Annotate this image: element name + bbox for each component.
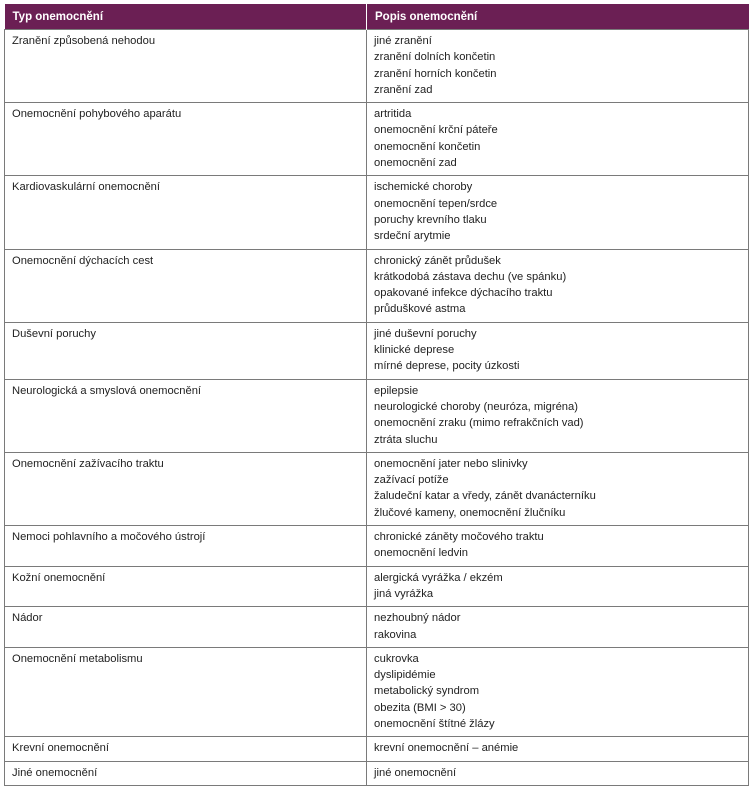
description-item: alergická vyrážka / ekzém [374, 571, 503, 584]
description-item: chronický zánět průdušek [374, 254, 501, 267]
description-item: žlučové kameny, onemocnění žlučníku [374, 506, 566, 519]
disease-description-cell [367, 737, 749, 761]
disease-description-cell [367, 30, 749, 103]
disease-description-cell [367, 452, 749, 525]
disease-type-cell: Nádor [5, 607, 367, 648]
description-item: ztráta sluchu [374, 433, 438, 446]
disease-type-cell: Nemoci pohlavního a močového ústrojí [5, 526, 367, 567]
disease-description-cell [367, 647, 749, 736]
table-row [5, 176, 749, 249]
table-row [5, 452, 749, 525]
description-item: obezita (BMI > 30) [374, 701, 466, 714]
disease-description-cell [367, 607, 749, 648]
table-row [5, 526, 749, 567]
description-item: poruchy krevního tlaku [374, 213, 487, 226]
header-disease-type: Typ onemocnění [5, 4, 367, 30]
disease-table-container [4, 4, 748, 786]
description-item: zažívací potíže [374, 474, 449, 487]
description-item: onemocnění končetin [374, 140, 481, 153]
disease-type-cell: Duševní poruchy [5, 322, 367, 379]
table-row [5, 322, 749, 379]
disease-description-cell [367, 761, 749, 785]
description-item: jiná vyrážka [374, 587, 434, 600]
disease-table [4, 4, 749, 786]
description-item: onemocnění zad [374, 157, 457, 170]
description-item: srdeční arytmie [374, 230, 451, 243]
description-item: onemocnění štítné žlázy [374, 717, 495, 730]
description-item: rakovina [374, 628, 417, 641]
description-item: nezhoubný nádor [374, 612, 461, 625]
table-row [5, 647, 749, 736]
table-row [5, 761, 749, 785]
disease-type-cell: Kardiovaskulární onemocnění [5, 176, 367, 249]
description-item: onemocnění zraku (mimo refrakčních vad) [374, 417, 584, 430]
description-item: jiné zranění [374, 35, 432, 47]
table-header-row [5, 4, 749, 30]
header-disease-description: Popis onemocnění [367, 4, 749, 30]
table-row [5, 737, 749, 761]
description-item: mírné deprese, pocity úzkosti [374, 360, 520, 373]
description-item: krevní onemocnění – anémie [374, 742, 519, 755]
disease-type-cell: Onemocnění dýchacích cest [5, 249, 367, 322]
disease-description-cell [367, 103, 749, 176]
disease-description-cell [367, 566, 749, 607]
disease-type-cell: Neurologická a smyslová onemocnění [5, 379, 367, 452]
description-item: jiné duševní poruchy [374, 327, 477, 340]
description-item: neurologické choroby (neuróza, migréna) [374, 400, 578, 413]
disease-type-cell: Krevní onemocnění [5, 737, 367, 761]
description-item: zranění zad [374, 83, 433, 96]
disease-description-cell [367, 379, 749, 452]
description-item: zranění horních končetin [374, 67, 497, 80]
description-item: onemocnění tepen/srdce [374, 197, 498, 210]
table-row [5, 30, 749, 103]
disease-description-cell [367, 322, 749, 379]
disease-description-cell [367, 176, 749, 249]
description-item: ischemické choroby [374, 181, 473, 194]
disease-description-cell [367, 526, 749, 567]
disease-type-cell: Onemocnění zažívacího traktu [5, 452, 367, 525]
description-item: jiné onemocnění [374, 766, 457, 779]
description-item: metabolický syndrom [374, 685, 480, 698]
disease-type-cell: Onemocnění pohybového aparátu [5, 103, 367, 176]
description-item: epilepsie [374, 384, 419, 397]
description-item: onemocnění jater nebo slinivky [374, 457, 528, 470]
table-row [5, 566, 749, 607]
description-item: dyslipidémie [374, 669, 436, 682]
disease-type-cell: Kožní onemocnění [5, 566, 367, 607]
disease-type-cell: Jiné onemocnění [5, 761, 367, 785]
disease-type-cell: Onemocnění metabolismu [5, 647, 367, 736]
table-body [5, 30, 749, 786]
description-item: žaludeční katar a vředy, zánět dvanácterníku [374, 490, 596, 503]
description-item: chronické záněty močového traktu [374, 531, 544, 544]
description-item: onemocnění ledvin [374, 547, 468, 560]
description-item: artritida [374, 108, 412, 121]
table-row [5, 103, 749, 176]
description-item: zranění dolních končetin [374, 51, 496, 64]
table-row [5, 379, 749, 452]
description-item: klinické deprese [374, 344, 455, 357]
description-item: krátkodobá zástava dechu (ve spánku) [374, 270, 567, 283]
description-item: průduškové astma [374, 303, 466, 316]
description-item: opakované infekce dýchacího traktu [374, 287, 553, 300]
description-item: cukrovka [374, 652, 419, 665]
description-item: onemocnění krční páteře [374, 124, 498, 137]
table-row [5, 607, 749, 648]
disease-description-cell [367, 249, 749, 322]
table-row [5, 249, 749, 322]
disease-type-cell: Zranění způsobená nehodou [5, 30, 367, 103]
